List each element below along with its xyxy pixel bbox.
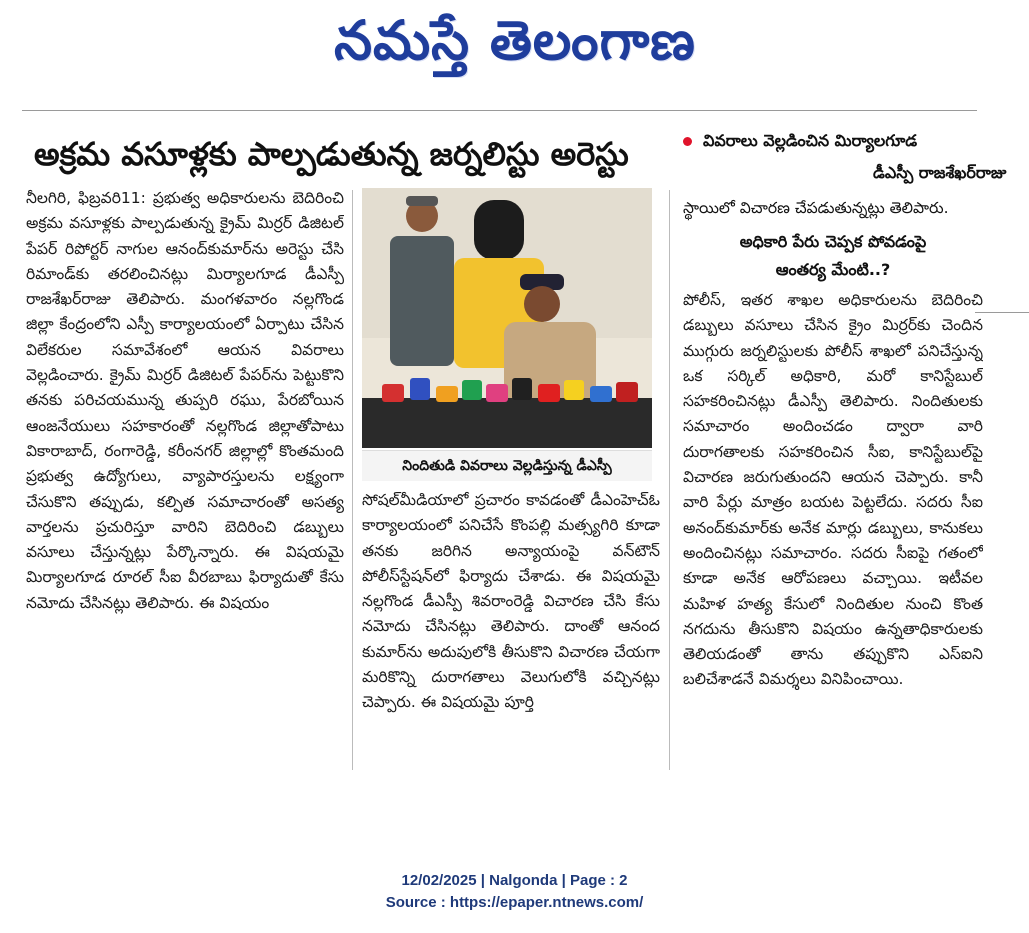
article-photo (362, 188, 652, 448)
side-heading (683, 124, 1007, 194)
column-2-text: సోషల్‌మీడియాలో ప్రచారం కావడంతో డీఎంహెచ్‌ఓ కార్యాలయంలో పనిచేసే కొంపల్లి మత్స్యగిరి కూడా తనకు జరిగిన అన్యాయంపై వన్‌టౌన్ పోలీస్‌స్టేషన్‌లో ఫిర్యాదు చేశాడు. ఈ విషయమై నల్లగొండ డీఎస్పీ శివరాంరెడ్డి విచారణ చేసి కేసు నమోదు చేసినట్లు తెలిపారు. దాంతో ఆనంద కుమార్‌ను అదుపులోకి తీసుకొని విచారణ చేయగా మరికొన్ని దురాగతాలు వెలుగులోకి వచ్చినట్లు చెప్పారు. ఈ విషయమై పూర్తి (362, 491, 660, 712)
subheading-line-1: అధికారి పేరు చెప్పక పోవడంపై (739, 232, 927, 251)
article-headline: అక్రమ వసూళ్లకు పాల్పడుతున్న జర్నలిస్టు అరెస్టు (34, 135, 629, 173)
page-footer (0, 870, 1029, 914)
footer-date-edition: 12/02/2025 | Nalgonda | Page : 2 (401, 872, 628, 889)
footer-source-link[interactable]: Source : https://epaper.ntnews.com/ (385, 894, 644, 911)
article-column-1 (26, 186, 344, 766)
column-3-top-line: స్థాయిలో విచారణ చేపడుతున్నట్లు తెలిపారు. (683, 199, 949, 217)
bullet-icon (683, 137, 692, 146)
subheading-line-2: ఆంతర్య మేంటి..? (775, 260, 891, 279)
newspaper-title: నమస్తే తెలంగాణ (334, 9, 696, 72)
right-divider (975, 312, 1029, 313)
article-column-2 (362, 488, 660, 770)
masthead-logo (300, 2, 730, 80)
photo-caption: నిందితుడి వివరాలు వెల్లడిస్తున్న డీఎస్పీ (362, 450, 652, 481)
column-1-text: నీలగిరి, ఫిబ్రవరి11: ప్రభుత్వ అధికారులను బెదిరించి అక్రమ వసూళ్లకు పాల్పడుతున్న క్రైమ్ మిర్రర్ డిజిటల్ పేపర్ రిపోర్టర్ నాగుల ఆనంద్‌కుమార్‌ను అరెస్టు చేసి రిమాండ్‌కు తరలించినట్లు మిర్యాలగూడ డీఎస్పీ రాజశేఖర్‌రాజు తెలిపారు. మంగళవారం నల్లగొండ జిల్లా కేంద్రంలోని ఎస్పీ కార్యాలయంలో ఏర్పాటు చేసిన విలేకరుల సమావేశంలో ఆయన వివరాలు వెల్లడించారు. క్రైమ్ మిర్రర్ డిజిటల్ పేపర్‌ను పెట్టుకొని తనకు పరిచయమున్న తుప్పరి రఘు, పేరబోయిన ఆంజనేయులు సహకారంతో నల్లగొండ జిల్లాతోపాటు వికారాబాద్, రంగారెడ్డి, కరీంనగర్ జిల్లాల్లో కొంతమంది ప్రభుత్వ ఉద్యోగులు, వ్యాపారస్తులను లక్ష్యంగా చేసుకొని తప్పుడు, కల్పిత సమాచారంతో అసత్య వార్తలను ప్రచురిస్తూ వారిని బెదిరించి డబ్బులు వసూలు చేస్తున్నట్లు పేర్కొన్నారు. ఈ విషయమై మిర్యాలగూడ రూరల్ సీఐ వీరబాబు ఫిర్యాదుతో కేసు నమోదు చేసినట్లు తెలిపారు. ఈ విషయం (26, 189, 344, 612)
top-divider (22, 110, 977, 111)
subheading (683, 228, 983, 284)
press-conference-photo (362, 188, 652, 448)
column-divider (352, 190, 353, 770)
side-heading-line-2: డీఎస్పీ రాజశేఖర్‌రాజు (873, 163, 1007, 182)
column-3-text: పోలీస్, ఇతర శాఖల అధికారులను బెదిరించి డబ్బులు వసూలు చేసిన క్రైం మిర్రర్‌కు చెందిన ముగ్గురు జర్నలిస్టులకు పోలీస్ శాఖలో పనిచేస్తున్న ఒక సర్కిల్ అధికారి, మరో కానిస్టేబుల్ సహకరించినట్లు డీఎస్పీ తెలిపారు. నిందితులకు సమాచారం అందించడం ద్వారా వారి దురాగతాలకు సహకరించిన సీఐ, కానిస్టేబుల్‌పై విచారణ జరుగుతుందని ఆయన చెప్పారు. కానీ వారి పేర్లు మాత్రం బయట పెట్టలేదు. సదరు సీఐ అనంద్‌కుమార్‌కు అనేక మార్లు డబ్బులు, కానుకలు అందించినట్లు సమాచారం. సదరు సీఐపై గతంలో కూడా అనేక ఆరోపణలు వచ్చాయి. ఇటీవల మహిళ హత్య కేసులో నిందితుల నుంచి కొంత నగదును తీసుకొని విషయం ఉన్నతాధికారులకు తెలియడంతో తాను తప్పుకొని ఎస్ఐని బలిచేశాడనే విమర్శలు వినిపించాయి. (683, 291, 983, 689)
column-divider (669, 190, 670, 770)
side-heading-line-1: వివరాలు వెల్లడించిన మిర్యాలగూడ (703, 131, 918, 150)
article-column-3 (683, 288, 983, 788)
